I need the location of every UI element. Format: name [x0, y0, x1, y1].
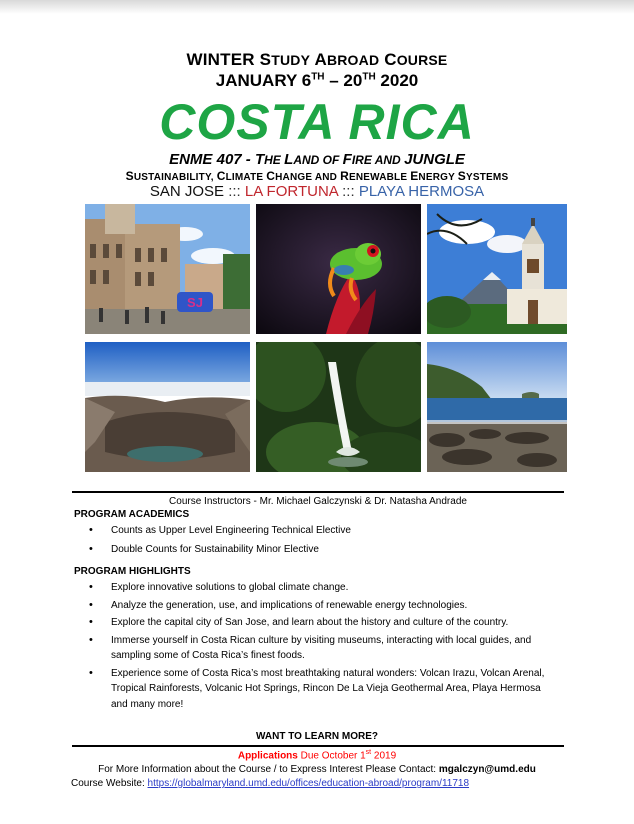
course-name: ENME 407 - THE LAND OF FIRE AND JUNGLE: [169, 151, 465, 168]
highlights-list: [74, 580, 558, 712]
course-dates: JANUARY 6TH – 20TH 2020: [215, 71, 419, 90]
arenal-church-photo: [427, 204, 567, 334]
place-la-fortuna: LA FORTUNA: [244, 183, 338, 200]
list-item: • Double Counts for Sustainability Minor Elective: [74, 542, 558, 558]
course-type-line: WINTER STUDY ABROAD COURSE: [186, 50, 448, 69]
application-deadline: Applications Due October 1st 2019: [237, 749, 397, 762]
list-item: • Explore innovative solutions to global climate change.: [74, 580, 558, 596]
red-eyed-tree-frog-photo: [256, 204, 421, 334]
course-website-link[interactable]: https://globalmaryland.umd.edu/offices/education-abroad/program/11718: [147, 778, 470, 789]
page-top-shadow: [0, 0, 634, 14]
contact-email[interactable]: mgalczyn@umd.edu: [438, 764, 536, 775]
learn-more-heading: WANT TO LEARN MORE?: [255, 731, 379, 742]
destination-list: SAN JOSE ::: LA FORTUNA ::: PLAYA HERMOSA: [149, 183, 485, 200]
bottom-divider: [72, 745, 564, 747]
place-san-jose: SAN JOSE: [149, 183, 225, 200]
course-theme: SUSTAINABILITY, CLIMATE CHANGE AND RENEWABLE ENERGY SYSTEMS: [125, 169, 509, 183]
place-playa-hermosa: PLAYA HERMOSA: [358, 183, 485, 200]
playa-hermosa-beach-photo: [427, 342, 567, 472]
list-item: • Counts as Upper Level Engineering Technical Elective: [74, 523, 558, 539]
svg-text:SJ: SJ: [187, 295, 203, 310]
waterfall-photo: [256, 342, 421, 472]
list-item: • Immerse yourself in Costa Rican culture by visiting museums, interacting with local guides, and sampling some of Costa Rica’s finest foods.: [74, 633, 558, 664]
list-item: • Analyze the generation, use, and implications of renewable energy technologies.: [74, 598, 558, 614]
volcano-crater-photo: [85, 342, 250, 472]
flyer-header: [0, 50, 634, 200]
list-item: • Experience some of Costa Rica’s most breathtaking natural wonders: Volcan Irazu, Volcan Arenal, Tropical Rainforests, Volcanic Hot Springs, Rincon De La Vieja Geothermal Area, Playa Hermosa and many more!: [74, 666, 558, 713]
course-instructors: Course Instructors - Mr. Michael Galczynski & Dr. Natasha Andrade: [169, 496, 467, 507]
highlights-heading: PROGRAM HIGHLIGHTS: [74, 566, 191, 577]
list-item: • Explore the capital city of San Jose, and learn about the history and culture of the country.: [74, 615, 558, 631]
top-divider: [72, 491, 564, 493]
san-jose-square-photo: [85, 204, 250, 334]
contact-info: For More Information about the Course / to Express Interest Please Contact: mgalczyn@umd.edu: [98, 764, 536, 775]
course-website: Course Website: https://globalmaryland.umd.edu/offices/education-abroad/program/11718: [71, 778, 470, 789]
academics-heading: PROGRAM ACADEMICS: [74, 509, 190, 520]
page-title: COSTA RICA: [159, 94, 475, 150]
academics-list: [74, 523, 558, 557]
